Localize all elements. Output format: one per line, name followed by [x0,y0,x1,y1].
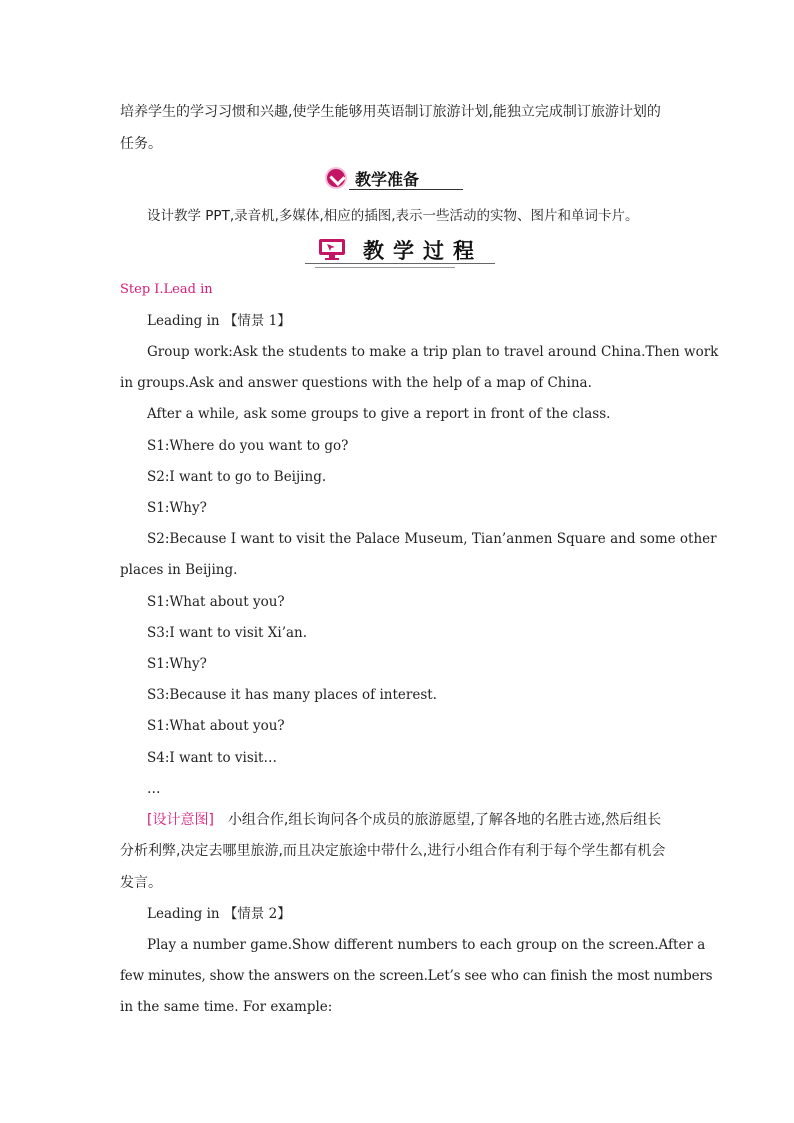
scene2-line-1: Play a number game.Show different numbers to each group on the screen.After a [147,937,706,953]
design-intent-line-3: 发言。 [120,875,162,891]
design-intent-line-2: 分析利弊,决定去哪里旅游,而且决定旅途中带什么,进行小组合作有利于每个学生都有机会 [120,843,666,859]
dialogue-line: S1:What about you? [147,594,285,610]
intro-line-1: 培养学生的学习习惯和兴趣,使学生能够用英语制订旅游计划,能独立完成制订旅游计划的 [120,104,661,120]
design-intent-tag: [设计意图] [147,812,214,828]
dialogue-line: S1:Where do you want to go? [147,438,349,454]
section-heading-prep [325,166,465,192]
dialogue-line: … [147,781,161,797]
design-intent-line-1 [147,812,707,828]
dialogue-line: S3:Because it has many places of interest. [147,687,437,703]
dialogue-line: S1:Why? [147,500,207,516]
dialogue-line: S2:I want to go to Beijing. [147,469,327,485]
scene2-heading: Leading in 【情景 2】 [147,906,291,922]
scene1-para2: After a while, ask some groups to give a report in front of the class. [147,406,611,422]
dialogue-line: S2:Because I want to visit the Palace Museum, Tian’anmen Square and some other [147,531,717,547]
heading-underline [305,263,495,264]
dialogue-line: S1:What about you? [147,718,285,734]
intro-line-2: 任务。 [120,136,162,152]
dialogue-line: places in Beijing. [120,562,238,578]
section-title-process: 教学过程 [363,238,483,263]
prep-text: 设计教学 PPT,录音机,多媒体,相应的插图,表示一些活动的实物、图片和单词卡片。 [147,208,639,224]
dialogue-line: S4:I want to visit… [147,750,277,766]
heading-underline [349,189,463,190]
scene2-line-3: in the same time. For example: [120,999,333,1015]
download-arrow-icon [325,167,347,189]
heading-underline-secondary [315,267,455,268]
dialogue-line: S3:I want to visit Xi’an. [147,625,308,641]
scene2-line-2: few minutes, show the answers on the screen.Let’s see who can finish the most numbers [120,968,713,984]
step-title: Step Ⅰ.Lead in [120,282,213,297]
section-title-prep: 教学准备 [355,170,420,189]
scene1-para1-line2: in groups.Ask and answer questions with the help of a map of China. [120,375,592,391]
section-heading-process [305,233,497,269]
scene1-heading: Leading in 【情景 1】 [147,313,291,329]
monitor-icon [318,238,346,260]
dialogue-line: S1:Why? [147,656,207,672]
design-intent-text: 小组合作,组长询问各个成员的旅游愿望,了解各地的名胜古迹,然后组长 [227,812,662,828]
scene1-para1-line1: Group work:Ask the students to make a trip plan to travel around China.Then work [147,344,719,360]
